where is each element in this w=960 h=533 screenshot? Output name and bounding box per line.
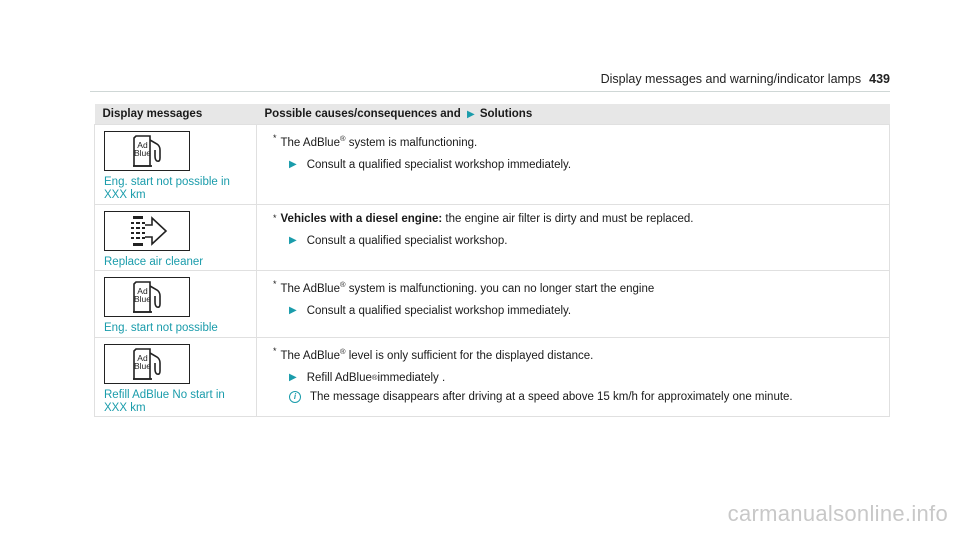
solution-item: ▶ Consult a qualified specialist workshop immediately. [289,304,572,317]
message-cell [95,271,257,338]
info-note: i The message disappears after driving at a speed above 15 km/h for approximately one minute. [289,390,889,404]
svg-text:Ad: Ad [137,286,148,296]
col-header-display-messages: Display messages [95,104,257,125]
message-label: Eng. start not possible [104,322,218,334]
solutions-arrow-icon: ▶ [466,109,475,120]
col-header-solutions-text: Solutions [479,108,533,120]
adblue-fuel-icon [104,277,190,317]
cause-text: * The AdBlue® system is malfunctioning. you can no longer start the engine [273,279,655,295]
description-cell [257,205,890,271]
cause-text: * The AdBlue® system is malfunctioning. [273,133,478,149]
message-label: Eng. start not possible in XXX km [104,176,230,201]
message-cell [95,338,257,417]
table-header-row [95,104,890,125]
action-arrow-icon: ▶ [289,371,297,383]
adblue-fuel-icon [104,131,190,171]
header-rule [90,91,890,92]
display-messages-table [94,104,890,417]
adblue-fuel-icon [104,344,190,384]
message-label: Replace air cleaner [104,256,204,268]
svg-text:Ad: Ad [137,140,148,150]
message-cell [95,125,257,205]
solution-item: ▶ Consult a qualified specialist workshop immediately. [289,158,572,171]
cause-text: * The AdBlue® level is only sufficient for the displayed distance. [273,346,594,362]
info-icon: i [289,391,301,403]
col-header-causes [257,104,890,125]
solution-item: ▶ Consult a qualified specialist workshop. [289,235,508,247]
page-header [90,72,890,86]
action-arrow-icon: ▶ [289,235,297,246]
description-cell [257,338,890,417]
table-row [95,271,890,338]
svg-text:Blue: Blue [133,294,152,304]
action-arrow-icon: ▶ [289,304,297,316]
watermark: carmanualsonline.info [727,501,948,526]
message-cell [95,205,257,271]
page-number: 439 [869,72,890,86]
header-title: Display messages and warning/indicator lamps [600,72,862,86]
table-row [95,338,890,417]
svg-text:Ad: Ad [137,353,148,363]
air-filter-icon [104,211,190,251]
table-row [95,205,890,271]
description-cell [257,271,890,338]
table-row [95,125,890,205]
action-arrow-icon: ▶ [289,158,297,170]
col-header-causes-text: Possible causes/consequences and [264,108,461,120]
svg-text:Blue: Blue [133,361,152,371]
solution-item: ▶ Refill AdBlue ® immediately . [289,371,446,384]
message-label: Refill AdBlue No start in XXX km [104,389,225,414]
svg-text:Blue: Blue [133,148,152,158]
description-cell [257,125,890,205]
cause-text: * Vehicles with a diesel engine: the engine air filter is dirty and must be replaced. [273,213,694,225]
